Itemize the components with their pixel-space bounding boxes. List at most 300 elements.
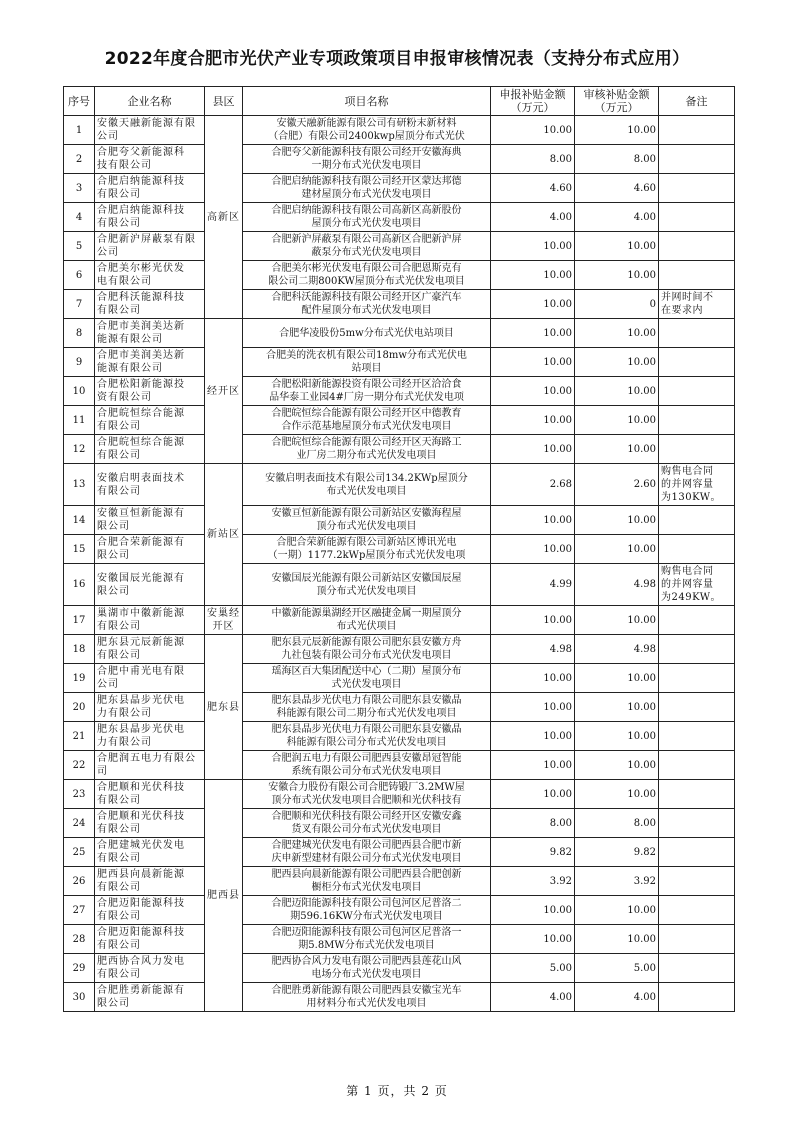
table-row (64, 116, 735, 145)
cell-line: 合肥夸父新能源科 (97, 147, 185, 158)
cell-line: 司 (97, 766, 108, 777)
cell-no: 8 (64, 319, 95, 348)
table-row (64, 348, 735, 377)
cell-line: 合肥科沃能源科技有限公司经开区广豪汽车 (271, 292, 462, 303)
cell-audit-amount: 10.00 (575, 693, 659, 722)
cell-apply-amount: 2.68 (491, 464, 575, 506)
cell-apply-amount: 10.00 (491, 261, 575, 290)
cell-company (95, 406, 205, 435)
cell-note (659, 722, 735, 751)
cell-company (95, 751, 205, 780)
cell-audit-amount: 4.00 (575, 983, 659, 1012)
cell-line: 布式光伏项目 (336, 621, 397, 632)
cell-no: 6 (64, 261, 95, 290)
header-apply-line2: （万元） (510, 101, 555, 114)
cell-line: 货叉有限公司分布式光伏发电项目 (291, 824, 442, 835)
table-row (64, 319, 735, 348)
cell-line: （合肥）有限公司2400kwp屋顶分布式光伏 (268, 131, 465, 142)
cell-note (659, 954, 735, 983)
cell-line: 中徽新能源巢湖经开区融捷金属一期屋顶分 (271, 608, 462, 619)
cell-line: 有限公司 (97, 485, 141, 497)
cell-no: 14 (64, 506, 95, 535)
cell-line: 有限公司 (97, 911, 141, 922)
cell-line: 合肥松阳新能源投资有限公司经开区洽洽食 (271, 379, 462, 390)
cell-project (243, 435, 491, 464)
cell-district: 高新区 (205, 116, 243, 319)
cell-audit-amount: 8.00 (575, 809, 659, 838)
cell-line: 在要求内 (661, 305, 703, 316)
table-row (64, 925, 735, 954)
cell-line: 期596.16KW分布式光伏发电项目 (290, 911, 443, 922)
cell-line: 购售电合同 (661, 466, 714, 477)
cell-line: 顶分布式光伏发电项目合肥顺和光伏科技有 (271, 795, 462, 806)
cell-line: 合肥皖恒综合能源 (97, 437, 185, 448)
cell-line: 顶分布式光伏发电项目 (316, 521, 417, 532)
cell-company (95, 435, 205, 464)
cell-apply-amount: 4.60 (491, 174, 575, 203)
cell-line: 屋顶分布式光伏发电项目 (311, 218, 422, 229)
cell-company (95, 838, 205, 867)
table-row (64, 838, 735, 867)
cell-audit-amount: 10.00 (575, 506, 659, 535)
cell-line: 布式光伏发电项目 (326, 485, 407, 497)
table-body (64, 116, 735, 1012)
cell-note (659, 464, 735, 506)
cell-company (95, 722, 205, 751)
cell-line: 资有限公司 (97, 392, 152, 403)
cell-line: 肥西协合风力发电 (97, 956, 185, 967)
cell-line: 力有限公司 (97, 708, 152, 719)
cell-company (95, 635, 205, 664)
cell-apply-amount: 5.00 (491, 954, 575, 983)
cell-apply-amount: 10.00 (491, 506, 575, 535)
cell-apply-amount: 10.00 (491, 606, 575, 635)
page-title: 2022年度合肥市光伏产业专项政策项目申报审核情况表（支持分布式应用） (104, 49, 690, 69)
cell-line: 有限公司 (97, 218, 141, 229)
cell-audit-amount: 2.60 (575, 464, 659, 506)
cell-note (659, 564, 735, 606)
header-row (64, 87, 735, 116)
cell-line: 电有限公司 (97, 276, 152, 287)
cell-note (659, 116, 735, 145)
cell-line: 安徽合力股份有限公司合肥铸锻厂3.2MW屋 (268, 782, 465, 793)
header-apply-line1: 申报补贴金额 (499, 88, 566, 101)
cell-project (243, 348, 491, 377)
cell-project (243, 664, 491, 693)
cell-no: 18 (64, 635, 95, 664)
cell-note (659, 896, 735, 925)
cell-line: 建材屋顶分布式光伏发电项目 (301, 189, 432, 200)
cell-audit-amount: 10.00 (575, 751, 659, 780)
cell-company (95, 377, 205, 406)
cell-no: 11 (64, 406, 95, 435)
cell-line: 合肥夸父新能源科技有限公司经开安徽海典 (271, 147, 462, 158)
cell-line: 力有限公司 (97, 737, 152, 748)
cell-line: 公司 (97, 679, 119, 690)
cell-line: 安徽国辰光能源有限公司新站区安徽国辰屋 (271, 572, 462, 584)
cell-line: 限公司二期800KW屋顶分布式光伏发电项目 (268, 276, 465, 287)
cell-line: 的并网容量 (661, 579, 714, 590)
cell-line: 公司 (97, 131, 119, 142)
cell-note (659, 983, 735, 1012)
cell-line: 品华泰工业园4#厂房一期分布式光伏发电项 (269, 392, 464, 403)
cell-line: 安徽天融新能源有限 (97, 118, 196, 129)
table-row (64, 606, 735, 635)
cell-line: 科能源有限公司分布式光伏发电项目 (286, 737, 447, 748)
cell-project (243, 319, 491, 348)
cell-line: 期5.8MW分布式光伏发电项目 (298, 940, 435, 951)
cell-apply-amount: 10.00 (491, 896, 575, 925)
cell-line: 能源有限公司 (97, 334, 163, 345)
cell-note (659, 290, 735, 319)
cell-note (659, 535, 735, 564)
cell-no: 16 (64, 564, 95, 606)
cell-no: 4 (64, 203, 95, 232)
cell-line: 电场分布式光伏发电项目 (311, 969, 422, 980)
cell-company (95, 983, 205, 1012)
header-note: 备注 (659, 87, 735, 116)
cell-project (243, 406, 491, 435)
cell-project (243, 896, 491, 925)
cell-line: 安徽天融新能源有限公司有研粉末新材料 (276, 118, 457, 129)
cell-company (95, 867, 205, 896)
cell-company (95, 535, 205, 564)
cell-line: 合肥美尔彬光伏发 (97, 263, 185, 274)
cell-line: 合肥胜勇新能源有限公司肥西县安徽宝光车 (271, 985, 462, 996)
cell-company (95, 664, 205, 693)
cell-project (243, 635, 491, 664)
cell-line: 合肥新沪屏蔽泵有限公司高新区合肥新沪屏 (271, 234, 462, 245)
cell-no: 15 (64, 535, 95, 564)
cell-line: 并网时间不 (661, 292, 714, 303)
cell-note (659, 348, 735, 377)
cell-project (243, 203, 491, 232)
cell-apply-amount: 10.00 (491, 722, 575, 751)
cell-line: 合肥顺和光伏科技 (97, 782, 185, 793)
cell-line: 安徽亘恒新能源有 (97, 508, 185, 519)
cell-no: 28 (64, 925, 95, 954)
cell-company (95, 464, 205, 506)
cell-note (659, 232, 735, 261)
cell-line: 合肥顺和光伏科技 (97, 811, 185, 822)
cell-company (95, 145, 205, 174)
cell-apply-amount: 3.92 (491, 867, 575, 896)
cell-line: 有限公司 (97, 969, 141, 980)
cell-audit-amount: 10.00 (575, 780, 659, 809)
cell-company (95, 896, 205, 925)
cell-line: 合肥美尔彬光伏发电有限公司合肥恩斯克有 (271, 263, 462, 274)
table-row (64, 954, 735, 983)
cell-line: 合肥市美润美达新 (97, 321, 185, 332)
table-row (64, 377, 735, 406)
cell-line: 巢湖市中徽新能源 (97, 608, 185, 619)
table-row (64, 506, 735, 535)
cell-project (243, 925, 491, 954)
cell-line: 有限公司 (97, 853, 141, 864)
cell-line: 有限公司 (97, 189, 141, 200)
cell-note (659, 606, 735, 635)
table-row (64, 464, 735, 506)
header-company: 企业名称 (95, 87, 205, 116)
cell-apply-amount: 10.00 (491, 435, 575, 464)
cell-company (95, 809, 205, 838)
cell-apply-amount: 10.00 (491, 232, 575, 261)
cell-line: 有限公司 (97, 421, 141, 432)
cell-audit-amount: 4.60 (575, 174, 659, 203)
cell-company (95, 290, 205, 319)
cell-apply-amount: 4.99 (491, 564, 575, 606)
cell-line: 庆申新型建材有限公司分布式光伏发电项目 (271, 853, 462, 864)
cell-line: 为249KW。 (661, 592, 721, 603)
table-row (64, 232, 735, 261)
cell-project (243, 377, 491, 406)
cell-line: 有限公司 (97, 305, 141, 316)
cell-project (243, 464, 491, 506)
table-row (64, 780, 735, 809)
cell-line: 合作示范基地屋顶分布式光伏发电项目 (281, 421, 452, 432)
cell-apply-amount: 8.00 (491, 145, 575, 174)
table-row (64, 535, 735, 564)
cell-no: 2 (64, 145, 95, 174)
table-row (64, 635, 735, 664)
cell-apply-amount: 10.00 (491, 377, 575, 406)
cell-no: 22 (64, 751, 95, 780)
cell-line: 瑶海区百大集团配送中心（二期）屋顶分布 (271, 666, 462, 677)
cell-project (243, 838, 491, 867)
cell-project (243, 983, 491, 1012)
cell-apply-amount: 10.00 (491, 116, 575, 145)
cell-district (205, 606, 243, 635)
cell-line: 肥东县晶步光伏电力有限公司肥东县安徽晶 (271, 695, 462, 706)
cell-line: 顶分布式光伏发电项目 (316, 585, 417, 597)
cell-apply-amount: 9.82 (491, 838, 575, 867)
cell-line: 肥西县向晨新能源有限公司肥西县合肥创新 (271, 869, 462, 880)
cell-no: 23 (64, 780, 95, 809)
cell-line: 蔽泵分布式光伏发电项目 (311, 247, 422, 258)
cell-project (243, 693, 491, 722)
cell-line: 合肥胜勇新能源有 (97, 985, 185, 996)
cell-line: 合肥皖恒综合能源 (97, 408, 185, 419)
cell-audit-amount: 0 (575, 290, 659, 319)
cell-no: 27 (64, 896, 95, 925)
cell-no: 10 (64, 377, 95, 406)
cell-audit-amount: 10.00 (575, 261, 659, 290)
cell-company (95, 203, 205, 232)
cell-line: 限公司 (97, 998, 130, 1009)
cell-note (659, 435, 735, 464)
cell-audit-amount: 10.00 (575, 606, 659, 635)
table-row (64, 564, 735, 606)
cell-note (659, 867, 735, 896)
cell-project (243, 809, 491, 838)
cell-project (243, 290, 491, 319)
cell-audit-amount: 10.00 (575, 377, 659, 406)
table-row (64, 203, 735, 232)
cell-line: 合肥迈阳能源科技有限公司包河区尼普洛二 (271, 898, 462, 909)
cell-audit-amount: 10.00 (575, 232, 659, 261)
cell-line: 合肥合荣新能源有限公司新站区博讯光电 (276, 537, 457, 548)
cell-line: 购售电合同 (661, 566, 714, 577)
cell-audit-amount: 8.00 (575, 145, 659, 174)
cell-note (659, 751, 735, 780)
cell-line: 限公司 (97, 550, 130, 561)
cell-line: 合肥皖恒综合能源有限公司经开区天海路工 (271, 437, 462, 448)
cell-line: 有限公司 (97, 795, 141, 806)
cell-project (243, 954, 491, 983)
cell-line: 合肥新沪屏蔽泵有限 (97, 234, 196, 245)
cell-audit-amount: 4.00 (575, 203, 659, 232)
cell-company (95, 319, 205, 348)
cell-line: 用材料分布式光伏发电项目 (306, 998, 427, 1009)
cell-apply-amount: 10.00 (491, 780, 575, 809)
cell-district: 经开区 (205, 319, 243, 464)
table-row (64, 693, 735, 722)
header-audit-line2: （万元） (594, 101, 639, 114)
cell-line: 合肥皖恒综合能源有限公司经开区中德教育 (271, 408, 462, 419)
cell-project (243, 261, 491, 290)
cell-note (659, 838, 735, 867)
header-audit-amount (575, 87, 659, 116)
cell-line: 有限公司 (97, 450, 141, 461)
cell-apply-amount: 4.00 (491, 203, 575, 232)
cell-line: 有限公司 (97, 824, 141, 835)
cell-audit-amount: 10.00 (575, 116, 659, 145)
cell-no: 9 (64, 348, 95, 377)
cell-line: 有限公司 (97, 650, 141, 661)
cell-line: 合肥迈阳能源科技 (97, 898, 185, 909)
cell-line: 合肥华凌股份5mw分布式光伏电站项目 (279, 327, 454, 339)
cell-line: 肥东县晶步光伏电力有限公司肥东县安徽晶 (271, 724, 462, 735)
cell-line: 合肥科沃能源科技 (97, 292, 185, 303)
cell-company (95, 506, 205, 535)
cell-line: 限公司 (97, 585, 130, 597)
cell-line: 合肥润五电力有限公 (97, 753, 196, 764)
cell-project (243, 606, 491, 635)
cell-project (243, 780, 491, 809)
cell-note (659, 925, 735, 954)
cell-line: 合肥润五电力有限公司肥西县安徽昂冠智能 (271, 753, 462, 764)
cell-company (95, 174, 205, 203)
cell-line: 配件屋顶分布式光伏发电项目 (301, 305, 432, 316)
cell-no: 7 (64, 290, 95, 319)
cell-note (659, 635, 735, 664)
cell-line: 合肥建城光伏发电有限公司肥西县合肥市新 (271, 840, 462, 851)
cell-note (659, 203, 735, 232)
cell-line: 肥西县向晨新能源 (97, 869, 185, 880)
cell-line: 合肥启纳能源科技有限公司经开区蒙达邦德 (271, 176, 462, 187)
cell-line: 合肥市美润美达新 (97, 350, 185, 361)
cell-line: 技有限公司 (97, 160, 152, 171)
cell-note (659, 261, 735, 290)
cell-audit-amount: 10.00 (575, 925, 659, 954)
cell-audit-amount: 10.00 (575, 406, 659, 435)
cell-project (243, 751, 491, 780)
cell-company (95, 780, 205, 809)
table-row (64, 809, 735, 838)
cell-audit-amount: 9.82 (575, 838, 659, 867)
cell-line: 合肥启纳能源科技有限公司高新区高新股份 (271, 205, 462, 216)
cell-line: 合肥迈阳能源科技有限公司包河区尼普洛一 (271, 927, 462, 938)
cell-no: 29 (64, 954, 95, 983)
table-row (64, 751, 735, 780)
cell-no: 17 (64, 606, 95, 635)
table-row (64, 406, 735, 435)
cell-no: 19 (64, 664, 95, 693)
cell-line: 的并网容量 (661, 479, 714, 490)
cell-project (243, 535, 491, 564)
cell-note (659, 506, 735, 535)
cell-line: 肥东县元辰新能源有限公司肥东县安徽方舟 (271, 637, 462, 648)
cell-no: 12 (64, 435, 95, 464)
cell-line: 一期分布式光伏发电项目 (311, 160, 422, 171)
cell-line: 合肥建城光伏发电 (97, 840, 185, 851)
cell-company (95, 925, 205, 954)
audit-table (63, 86, 735, 1012)
cell-audit-amount: 10.00 (575, 535, 659, 564)
cell-line: 有限公司 (97, 940, 141, 951)
cell-line: 业厂房二期分布式光伏发电项目 (296, 450, 437, 461)
table-row (64, 896, 735, 925)
cell-line: 肥西协合风力发电有限公司肥西县莲花山风 (271, 956, 462, 967)
cell-line: 合肥美的洗衣机有限公司18mw分布式光伏电 (266, 350, 467, 361)
cell-audit-amount: 10.00 (575, 664, 659, 693)
cell-no: 30 (64, 983, 95, 1012)
header-apply-amount (491, 87, 575, 116)
cell-note (659, 319, 735, 348)
cell-note (659, 809, 735, 838)
cell-no: 3 (64, 174, 95, 203)
cell-line: 能源有限公司 (97, 363, 163, 374)
cell-no: 21 (64, 722, 95, 751)
table-row (64, 435, 735, 464)
cell-apply-amount: 10.00 (491, 319, 575, 348)
cell-line: （一期）1177.2kWp屋顶分布式光伏发电项 (267, 550, 466, 561)
cell-line: 安巢经 (207, 608, 240, 619)
header-no: 序号 (64, 87, 95, 116)
cell-apply-amount: 8.00 (491, 809, 575, 838)
table-row (64, 290, 735, 319)
cell-company (95, 606, 205, 635)
header-project: 项目名称 (243, 87, 491, 116)
header-district: 县区 (205, 87, 243, 116)
cell-project (243, 722, 491, 751)
cell-line: 有限公司 (97, 621, 141, 632)
cell-note (659, 693, 735, 722)
cell-line: 合肥启纳能源科技 (97, 205, 185, 216)
cell-apply-amount: 10.00 (491, 535, 575, 564)
cell-no: 26 (64, 867, 95, 896)
cell-apply-amount: 4.00 (491, 983, 575, 1012)
table-row (64, 664, 735, 693)
cell-line: 合肥启纳能源科技 (97, 176, 185, 187)
cell-no: 5 (64, 232, 95, 261)
cell-company (95, 954, 205, 983)
cell-project (243, 145, 491, 174)
cell-no: 24 (64, 809, 95, 838)
cell-apply-amount: 10.00 (491, 664, 575, 693)
cell-project (243, 867, 491, 896)
cell-line: 科能源有限公司二期分布式光伏发电项目 (276, 708, 457, 719)
cell-project (243, 174, 491, 203)
cell-note (659, 174, 735, 203)
cell-line: 有限公司 (97, 882, 141, 893)
cell-line: 合肥中甫光电有限 (97, 666, 185, 677)
table-row (64, 722, 735, 751)
cell-apply-amount: 10.00 (491, 693, 575, 722)
cell-apply-amount: 10.00 (491, 348, 575, 377)
header-audit-line1: 审核补贴金额 (583, 88, 650, 101)
cell-audit-amount: 4.98 (575, 564, 659, 606)
